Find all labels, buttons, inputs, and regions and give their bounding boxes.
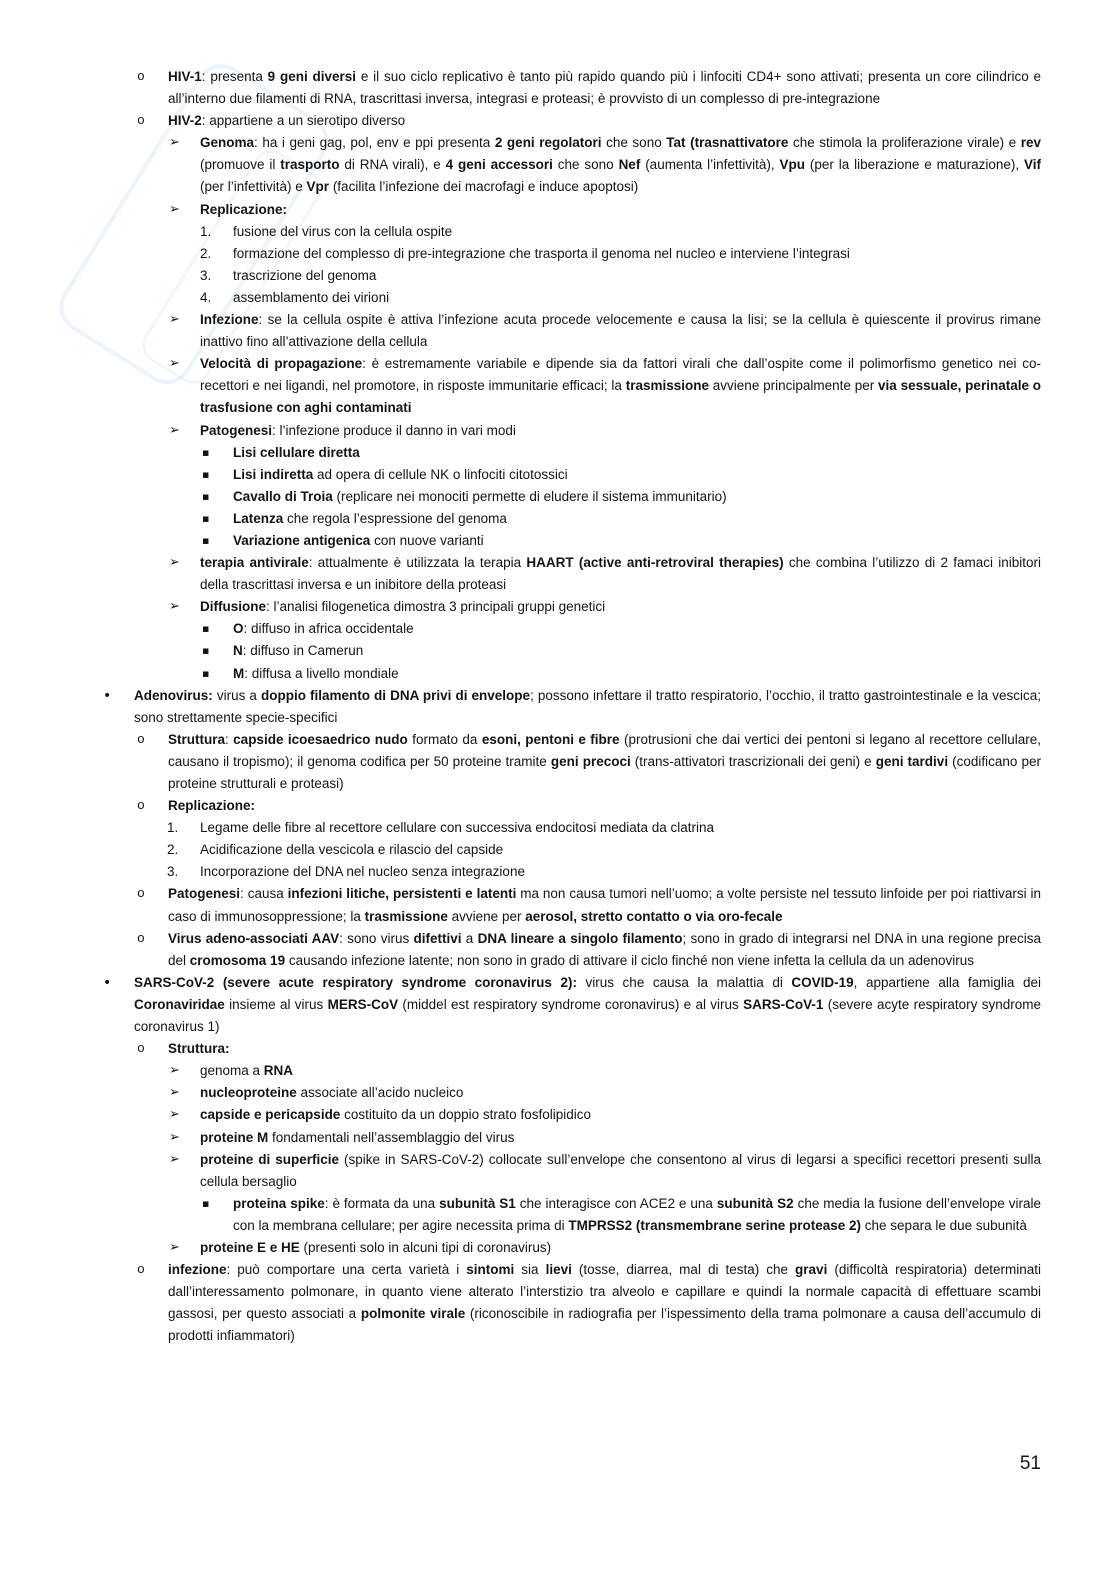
bullet-marker: ➢ (169, 135, 180, 151)
item-text (233, 533, 484, 548)
bullet-marker: ➢ (169, 1239, 180, 1255)
bold-term: sintomi (466, 1262, 515, 1278)
bullet-marker: o (137, 1041, 145, 1057)
item-text (200, 312, 1041, 349)
text-run: (middel est respiratory syndrome coronavirus) e al virus (398, 996, 744, 1012)
list-number: 2. (200, 245, 212, 261)
list-item (169, 596, 1041, 618)
item-text (200, 1107, 591, 1122)
text-run: avviene principalmente per (709, 378, 879, 394)
item-text (200, 864, 525, 879)
list-item (200, 287, 1041, 309)
bold-term: Replicazione: (200, 201, 288, 217)
bold-term: Replicazione: (168, 798, 256, 814)
list-item (103, 972, 1042, 1038)
bold-term: trasporto (280, 157, 340, 173)
bold-term: TMPRSS2 (transmembrane serine protease 2) (568, 1217, 862, 1233)
bold-term: COVID-19 (791, 974, 854, 990)
text-run: : diffusa a livello mondiale (244, 665, 399, 681)
item-text (168, 798, 255, 813)
page-number: 51 (1019, 1453, 1041, 1474)
bold-term: proteine di superficie (200, 1151, 340, 1167)
text-run: ; sono in grado di integrarsi nel DNA in una regione precisa del (168, 930, 1042, 968)
list-item (202, 663, 1041, 685)
bold-term: terapia antivirale (200, 555, 309, 571)
list-item (202, 618, 1041, 640)
bullet-marker: ▪ (202, 467, 210, 481)
item-text (168, 113, 405, 128)
text-run: (aumenta l’infettività), (640, 157, 780, 173)
item-text (200, 423, 516, 438)
bold-term: polmonite virale (360, 1306, 466, 1322)
text-run: : è formata da una (324, 1195, 440, 1211)
item-text (233, 290, 389, 305)
bold-term: HIV-1 (168, 69, 202, 84)
list-number: 1. (167, 820, 179, 836)
text-run: di RNA virali), e (339, 157, 446, 173)
text-run: che sono (552, 157, 619, 173)
list-item (167, 817, 1041, 839)
bold-term: Cavallo di Troia (233, 488, 333, 504)
item-text (168, 886, 1041, 923)
text-run: e il suo ciclo replicativo è tanto più rapido quando più i linfociti CD4+ sono attivati; presenta un core cilindrico e all’interno due filamenti di RNA, trascrittasi inversa, integrasi e proteasi; è provvisto di un complesso di pre-integrazione (168, 69, 1042, 107)
bold-term: subunità S2 (716, 1195, 794, 1211)
bold-term: Struttura (168, 731, 225, 747)
bold-term: Lisi cellulare diretta (233, 444, 360, 460)
list-item (202, 486, 1041, 508)
bold-term: Patogenesi (168, 886, 241, 902)
item-text (168, 931, 1041, 968)
bullet-marker: ➢ (169, 555, 180, 571)
text-run: (protrusioni che dai vertici dei pentoni si legano al recettore cellulare, causano il tropismo); il genoma codifica per 50 proteine tramite (168, 731, 1041, 769)
list-number: 4. (200, 289, 212, 305)
bold-term: geni tardivi (875, 753, 949, 769)
bold-term: 2 geni regolatori (494, 135, 602, 151)
text-run: (trans-attivatori trascrizionali dei geni) e (630, 753, 876, 769)
text-run: (promuove il (200, 157, 281, 173)
bullet-marker: ➢ (169, 1107, 180, 1123)
item-text (134, 688, 1041, 725)
text-run: genoma a (200, 1063, 264, 1079)
bullet-marker: ➢ (169, 599, 180, 615)
bold-term: Infezione (200, 312, 259, 328)
list-item (202, 640, 1041, 662)
bullet-marker: o (137, 1262, 145, 1278)
list-number: 3. (167, 864, 179, 880)
bold-term: HAART (active anti-retroviral therapies) (526, 555, 784, 571)
bullet-marker: ▪ (202, 511, 210, 525)
list-item (137, 729, 1042, 795)
text-run: che stimola la proliferazione virale) e (788, 135, 1021, 151)
bullet-marker: ➢ (169, 356, 180, 372)
bold-term: doppio filamento di DNA privi di envelope (260, 687, 531, 703)
list-item (169, 552, 1041, 596)
bold-term: proteine E e HE (200, 1239, 300, 1255)
bold-term: proteine M (200, 1129, 269, 1145)
bold-term: N (233, 643, 243, 659)
item-text (233, 1196, 1041, 1233)
list-item (137, 66, 1042, 110)
bold-term: Patogenesi (200, 422, 273, 438)
text-run: : è estremamente variabile e dipende sia da fattori virali che dall’ospite come il polimorfismo genetico nei co-recettori e nei ligandi, nel promotore, in risposte immunitarie efficaci; la (200, 356, 1041, 394)
list-item (169, 309, 1041, 353)
item-text (200, 842, 503, 857)
bullet-marker: o (137, 731, 145, 747)
text-run: : l’infezione produce il danno in vari modi (272, 422, 516, 438)
bold-term: cromosoma 19 (189, 952, 286, 968)
text-run: (riconoscibile in radiografia per l’ispessimento della trama polmonare a causa dell’accumulo di prodotti infiammatori) (168, 1306, 1041, 1344)
text-run: : diffuso in africa occidentale (243, 621, 414, 637)
list-item (169, 1127, 1041, 1149)
bold-term: Vif (1024, 157, 1042, 173)
bullet-marker: ➢ (169, 201, 180, 217)
text-run: avviene per (447, 908, 526, 924)
bold-term: DNA lineare a singolo filamento (477, 930, 683, 946)
text-run: : l’analisi filogenetica dimostra 3 principali gruppi genetici (266, 599, 606, 615)
list-item (169, 132, 1042, 198)
list-item (169, 1082, 1041, 1104)
bold-term: esoni, pentoni e fibre (481, 731, 620, 747)
list-item (202, 442, 1041, 464)
text-run: che separa le due subunità (861, 1217, 1027, 1233)
bullet-marker: o (137, 886, 145, 902)
bold-term: RNA (263, 1063, 294, 1079)
text-run: (replicare nei monociti permette di eludere il sistema immunitario) (332, 488, 727, 504)
text-run: con nuove varianti (370, 532, 484, 548)
text-run: formato da (407, 731, 482, 747)
bold-term: Virus adeno-associati AAV (168, 930, 340, 946)
list-number: 2. (167, 842, 179, 858)
list-item (169, 1060, 1041, 1082)
bullet-marker: ▪ (202, 533, 210, 547)
text-run: causando infezione latente; non sono in grado di attivare il ciclo finché non viene infetta la cellula da un adenovirus (285, 952, 975, 968)
list-item (137, 110, 1041, 132)
bold-term: O (233, 621, 244, 637)
item-text (200, 1240, 551, 1255)
item-text (200, 820, 714, 835)
bold-term: Coronaviridae (134, 996, 225, 1012)
item-text (233, 268, 376, 283)
bullet-marker: o (137, 930, 145, 946)
list-item (137, 1259, 1041, 1347)
bullet-marker: ▪ (202, 445, 210, 459)
bold-term: Nef (618, 157, 641, 173)
bullet-marker: ▪ (202, 489, 210, 503)
text-run: insieme al virus (224, 996, 328, 1012)
list-item (103, 685, 1041, 729)
bullet-marker: o (137, 798, 145, 814)
bold-term: trasmissione (625, 378, 709, 394)
bold-term: 4 geni accessori (445, 157, 553, 173)
text-run: trascrizione del genoma (233, 267, 377, 283)
list-item (202, 508, 1041, 530)
bold-term: Vpu (779, 157, 805, 173)
text-run: : causa (240, 886, 288, 902)
bold-term: aerosol, stretto contatto o via oro-fecale (525, 908, 783, 924)
text-run: : attualmente è utilizzata la terapia (308, 555, 527, 571)
bold-term: lievi (545, 1262, 572, 1278)
text-run: assemblamento dei virioni (233, 289, 390, 305)
text-run: che media la fusione dell’envelope virale con la membrana cellulare; per agire necessita prima di (233, 1195, 1041, 1233)
item-text (134, 975, 1041, 1034)
bold-term: Lisi indiretta (233, 466, 314, 482)
bullet-marker: • (103, 974, 112, 991)
text-run: (facilita l’infezione dei macrofagi e induce apoptosi) (329, 179, 639, 195)
text-run: che combina l’utilizzo di 2 famaci inibitori della trascrittasi inversa e un inibitore della proteasi (200, 555, 1041, 593)
bullet-marker: ➢ (169, 1129, 180, 1145)
bold-term: capside e pericapside (200, 1107, 341, 1123)
text-run: fusione del virus con la cellula ospite (233, 223, 453, 239)
text-run: ; possono infettare il tratto respiratorio, l’occhio, il tratto gastrointestinale e la vescica; sono strettamente specie-specifici (134, 687, 1041, 725)
bullet-marker: • (103, 687, 112, 704)
item-text (233, 489, 727, 504)
bold-term: MERS-CoV (327, 996, 399, 1012)
text-run: formazione del complesso di pre-integrazione che trasporta il genoma nel nucleo e interviene l’integrasi (233, 245, 850, 261)
bullet-marker: ▪ (202, 1196, 210, 1210)
bullet-marker: o (137, 113, 145, 129)
text-run: Incorporazione del DNA nel nucleo senza integrazione (200, 864, 525, 880)
list-item (137, 883, 1042, 927)
item-text (233, 643, 363, 658)
list-item (167, 839, 1041, 861)
bold-term: 9 geni diversi (267, 69, 357, 84)
item-text (233, 621, 414, 636)
text-run: ma non causa tumori nell’uomo; a volte persiste nel tessuto linfoide per poi riattivarsi in caso di immunosoppressione; la (168, 886, 1042, 924)
list-item (169, 353, 1042, 419)
text-run: : ha i geni gag, pol, env e ppi presenta (254, 135, 495, 151)
bold-term: Vpr (306, 179, 330, 195)
text-run: virus a (212, 687, 261, 703)
text-run: (per l’infettività) e (200, 179, 307, 195)
list-item (202, 464, 1041, 486)
item-text (200, 1130, 514, 1145)
text-run: (tosse, diarrea, mal di testa) che (571, 1262, 796, 1278)
text-run: costituito da un doppio strato fosfolipidico (340, 1107, 591, 1123)
item-text (200, 135, 1041, 194)
bullet-marker: ➢ (169, 1151, 180, 1167)
text-run: (severe acyte respiratory syndrome coronavirus 1) (134, 996, 1042, 1035)
text-run: che interagisce con ACE2 e una (515, 1195, 717, 1211)
text-run: (presenti solo in alcuni tipi di coronavirus) (299, 1239, 552, 1255)
bold-term: capside icoesaedrico nudo (233, 731, 408, 747)
bold-term: Adenovirus: (134, 687, 213, 703)
text-run: virus che causa la malattia di (576, 974, 792, 990)
list-item (137, 795, 1041, 817)
item-text (200, 1085, 463, 1100)
text-run: : (225, 731, 234, 747)
text-run: Acidificazione della vescicola e rilascio del capside (200, 842, 504, 858)
bold-term: infezione (168, 1262, 227, 1278)
list-item (169, 1104, 1041, 1126)
list-item (169, 199, 1041, 221)
item-text (233, 467, 568, 482)
list-number: 3. (200, 267, 212, 283)
list-number: 1. (200, 223, 212, 239)
bullet-marker: ▪ (202, 622, 210, 636)
bold-term: Velocità di propagazione (200, 356, 363, 372)
bold-term: via sessuale, perinatale o trasfusione con aghi contaminati (200, 378, 1042, 416)
item-text (200, 1063, 293, 1078)
list-item (200, 243, 1041, 265)
list-item (202, 530, 1041, 552)
text-run: : sono virus (339, 930, 414, 946)
item-text (233, 511, 507, 526)
item-text (200, 356, 1041, 415)
bullet-marker: o (137, 69, 145, 84)
bold-term: trasmissione (364, 908, 448, 924)
text-run: a (461, 930, 478, 946)
bullet-marker: ➢ (169, 1063, 180, 1079)
bold-term: subunità S1 (439, 1195, 516, 1211)
bullet-marker: ▪ (202, 666, 210, 680)
item-text (200, 555, 1041, 592)
item-text (200, 202, 287, 217)
text-run: (codificano per proteine strutturali e proteasi) (168, 753, 1042, 791)
item-text (168, 1262, 1041, 1343)
item-text (233, 666, 399, 681)
bold-term: rev (1020, 135, 1041, 151)
bold-term: gravi (795, 1262, 828, 1278)
text-run: che sono (601, 135, 667, 151)
bullet-marker: ➢ (169, 1085, 180, 1101)
bold-term: Tat (trasnattivatore (666, 135, 789, 151)
item-text (200, 599, 605, 614)
bullet-marker: ➢ (169, 422, 180, 438)
text-run: Legame delle fibre al recettore cellulare con successiva endocitosi mediata da clatrina (200, 820, 715, 836)
text-run: (per la liberazione e maturazione), (804, 157, 1025, 173)
list-item (169, 1237, 1041, 1259)
text-run: associate all’acido nucleico (296, 1085, 464, 1101)
bold-term: Diffusione (200, 599, 266, 615)
item-text (168, 732, 1041, 791)
item-text (168, 69, 1041, 106)
text-run: (difficoltà respiratoria) determinati dall’interessamento polmonare, in quanto viene alterato l’interstizio tra alveolo e capillare e quindi la normale capacità di effettuare scambi gassosi, per questo associati a (168, 1262, 1041, 1322)
bold-term: HIV-2 (168, 113, 202, 129)
bold-term: infezioni litiche, persistenti e latenti (287, 886, 517, 902)
item-text (233, 224, 452, 239)
text-run: : diffuso in Camerun (242, 643, 364, 659)
text-run: (spike in SARS-CoV-2) collocate sull’envelope che consentono al virus di legarsi a specifici recettori presenti sulla cellula bersaglio (200, 1151, 1041, 1189)
list-item (169, 420, 1041, 442)
item-text (168, 1041, 230, 1056)
text-run: : se la cellula ospite è attiva l’infezione acuta procede velocemente e causa la lisi; se la cellula è quiescente il provirus rimane inattivo fino all’attivazione della cellula (200, 312, 1041, 350)
bullet-marker: ▪ (202, 644, 210, 658)
list-item (137, 1038, 1041, 1060)
bold-term: Genoma (200, 135, 255, 151)
text-run: ad opera di cellule NK o linfociti citotossici (313, 466, 568, 482)
bold-term: nucleoproteine (200, 1085, 297, 1101)
item-text (233, 445, 360, 460)
bold-term: Variazione antigenica (233, 532, 371, 548)
page-content (0, 66, 1041, 1347)
list-item (169, 1149, 1041, 1193)
bold-term: proteina spike (233, 1195, 325, 1211)
bold-term: SARS-CoV-2 (severe acute respiratory syndrome coronavirus 2): (134, 974, 577, 990)
bold-term: Struttura: (168, 1041, 230, 1057)
bullet-marker: ➢ (169, 312, 180, 328)
item-text (200, 1152, 1041, 1189)
list-item (200, 221, 1041, 243)
text-run: : può comportare una certa varietà i (226, 1262, 467, 1278)
text-run: fondamentali nell’assemblaggio del virus (268, 1129, 515, 1145)
bold-term: geni precoci (550, 753, 631, 769)
bold-term: Latenza (233, 510, 284, 526)
list-item (137, 928, 1042, 972)
bold-term: SARS-CoV-1 (743, 996, 824, 1012)
text-run: che regola l’espressione del genoma (283, 510, 507, 526)
list-item (202, 1193, 1041, 1237)
list-item (167, 861, 1041, 883)
bold-term: difettivi (413, 930, 462, 946)
text-run: : appartiene a un sierotipo diverso (201, 113, 406, 129)
text-run: : presenta (201, 69, 268, 84)
item-text (233, 246, 850, 261)
text-run: , appartiene alla famiglia dei (853, 974, 1041, 990)
list-item (200, 265, 1041, 287)
bold-term: M (233, 665, 245, 681)
text-run: sia (514, 1262, 546, 1278)
